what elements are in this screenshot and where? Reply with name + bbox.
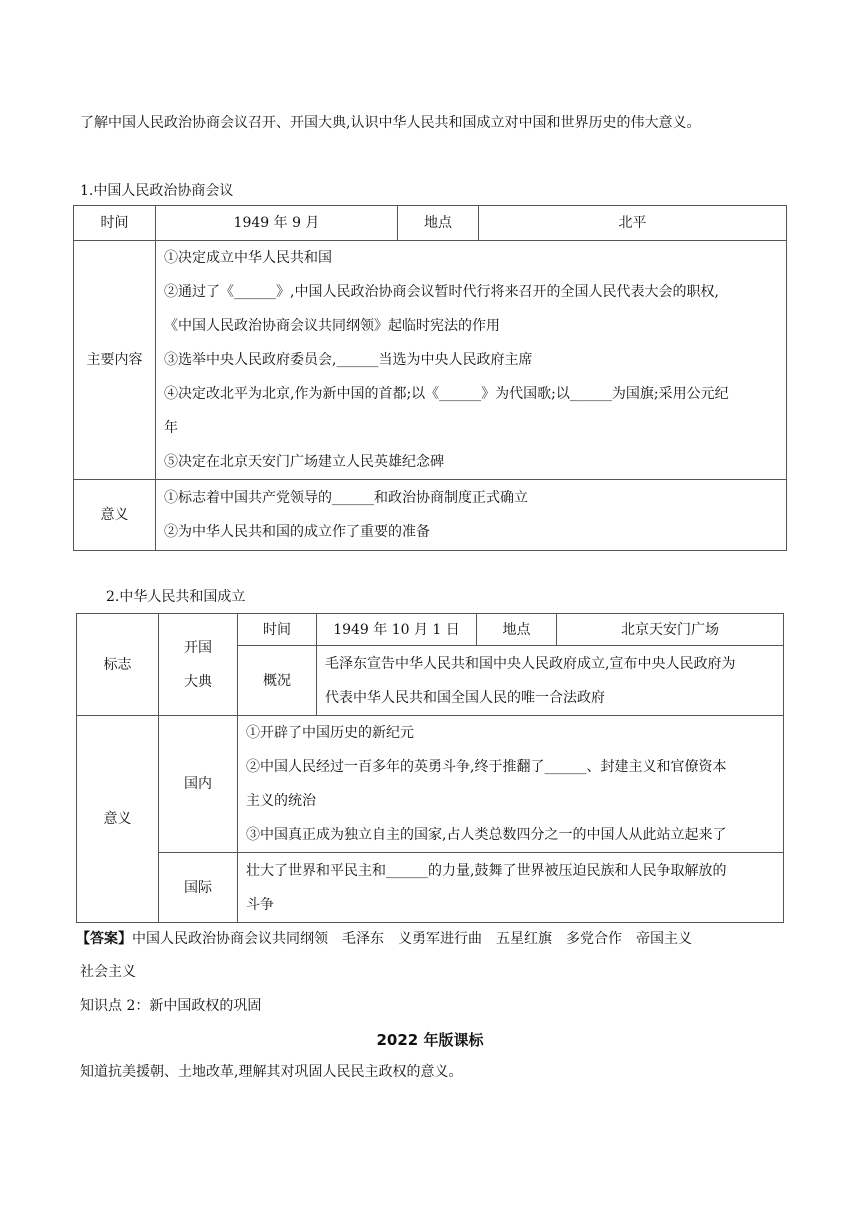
time-label: 时间: [74, 206, 156, 241]
standard-heading: 2022 年版课标: [376, 1031, 484, 1049]
content-line: ⑤决定在北京天安门广场建立人民英雄纪念碑: [164, 454, 444, 470]
overview-line: 代表中华人民共和国全国人民的唯一合法政府: [325, 689, 605, 706]
time-label: 时间: [238, 614, 317, 646]
time-value: 1949 年 10 月 1 日: [317, 614, 477, 646]
domestic-line: ②中国人民经过一百多年的英勇斗争,终于推翻了______、封建主义和官僚资本: [246, 759, 727, 775]
domestic-line: ③中国真正成为独立自主的国家,占人类总数四分之一的中国人从此站立起来了: [246, 827, 727, 843]
significance-label: 意义: [74, 480, 156, 551]
section2-title: 2.中华人民共和国成立: [106, 589, 246, 605]
overview-line: 毛泽东宣告中华人民共和国中央人民政府成立,宣布中央人民政府为: [325, 655, 736, 672]
international-line: 壮大了世界和平民主和______的力量,鼓舞了世界被压迫民族和人民争取解放的: [246, 862, 727, 879]
significance-line: ②为中华人民共和国的成立作了重要的准备: [164, 524, 430, 540]
answer-line: [76, 928, 692, 948]
prc-founding-table: [76, 613, 784, 923]
place-label: 地点: [398, 206, 479, 241]
intro-text: 了解中国人民政治协商会议召开、开国大典,认识中华人民共和国成立对中国和世界历史的伟大意义。: [80, 115, 701, 131]
significance-cell: [156, 480, 787, 551]
overview-label: 概况: [238, 646, 317, 716]
international-label: 国际: [159, 853, 238, 923]
significance-label: 意义: [77, 716, 159, 923]
cppcc-table: [73, 205, 787, 551]
ceremony-label: [159, 614, 238, 716]
place-value: 北平: [479, 206, 787, 241]
time-value: 1949 年 9 月: [156, 206, 398, 241]
answer-line-2: 社会主义: [80, 964, 136, 980]
content-line: ④决定改北平为北京,作为新中国的首都;以《______》为代国歌;以______为国旗;采用公元纪: [164, 386, 729, 402]
content-line: 《中国人民政治协商会议共同纲领》起临时宪法的作用: [164, 318, 500, 334]
content-label: 主要内容: [74, 241, 156, 480]
content-line: 年: [164, 420, 178, 436]
overview-cell: [317, 646, 784, 716]
domestic-line: ①开辟了中国历史的新纪元: [246, 725, 414, 741]
international-line: 斗争: [246, 896, 274, 913]
content-line: ②通过了《______》,中国人民政治协商会议暂时代行将来召开的全国人民代表大会的职权,: [164, 284, 719, 300]
sign-label: 标志: [77, 614, 159, 716]
content-line: ③选举中央人民政府委员会,______当选为中央人民政府主席: [164, 352, 533, 368]
standard-text: 知道抗美援朝、土地改革,理解其对巩固人民民主政权的意义。: [80, 1064, 463, 1080]
place-value: 北京天安门广场: [557, 614, 784, 646]
domestic-cell: [238, 716, 784, 853]
international-cell: [238, 853, 784, 923]
content-line: ①决定成立中华人民共和国: [164, 250, 332, 266]
answer-tag: 【答案】: [76, 931, 132, 947]
ceremony-label-line: 大典: [184, 673, 212, 690]
ceremony-label-line: 开国: [184, 639, 212, 656]
place-label: 地点: [477, 614, 557, 646]
significance-line: ①标志着中国共产党领导的______和政治协商制度正式确立: [164, 490, 528, 506]
domestic-line: 主义的统治: [246, 793, 316, 809]
domestic-label: 国内: [159, 716, 238, 853]
content-cell: [156, 241, 787, 480]
answer-text: 中国人民政治协商会议共同纲领 毛泽东 义勇军进行曲 五星红旗 多党合作 帝国主义: [132, 931, 692, 947]
knowledge-point: 知识点 2：新中国政权的巩固: [80, 998, 262, 1014]
section1-title: 1.中国人民政治协商会议: [80, 183, 234, 199]
